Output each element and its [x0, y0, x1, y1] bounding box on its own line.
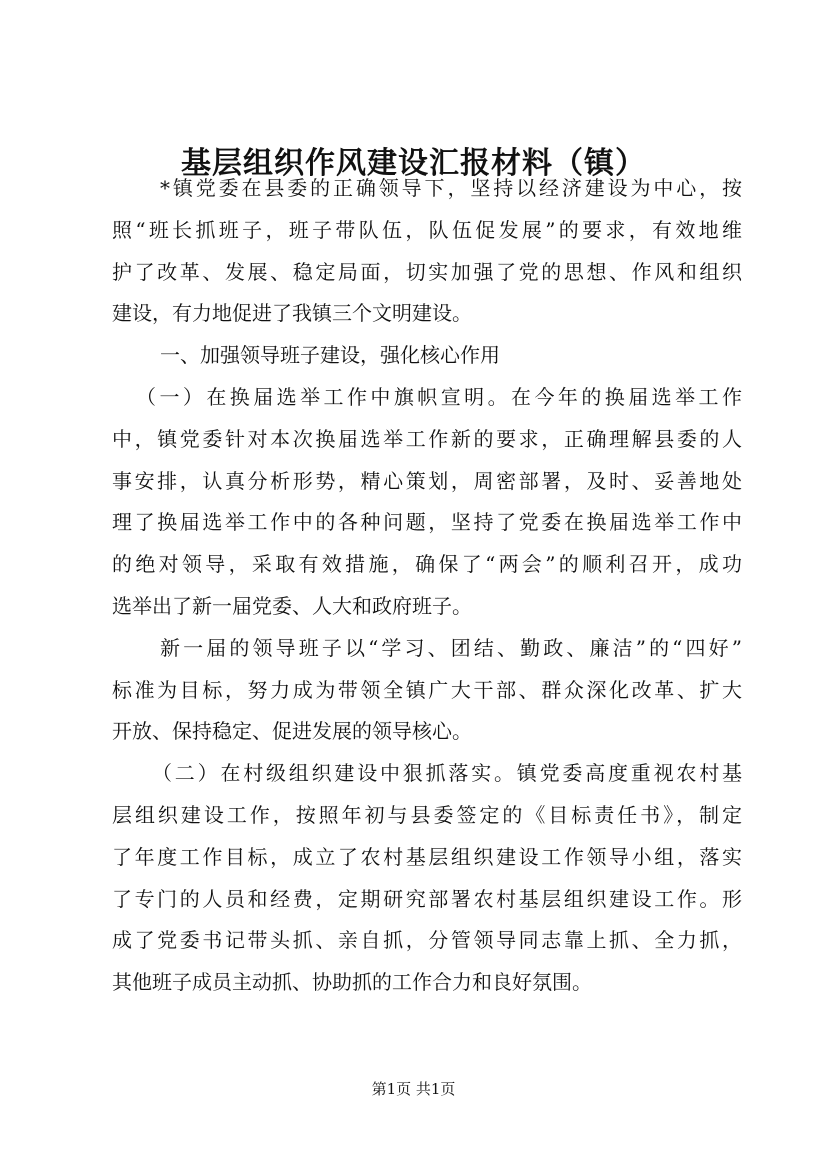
- text-line: 开放、保持稳定、促进发展的领导核心。: [112, 719, 472, 744]
- text-line: *镇党委在县委的正确领导下，坚持以经济建设为中心，按: [160, 176, 742, 200]
- text-line: 事安排，认真分析形势，精心策划，周密部署，及时、妥善地处: [112, 468, 742, 493]
- text-line: 成了党委书记带头抓、亲自抓，分管领导同志靠上抓、全力抓，: [112, 928, 742, 953]
- text-line: 了年度工作目标，成立了农村基层组织建设工作领导小组，落实: [112, 844, 742, 869]
- text-line: 标准为目标，努力成为带领全镇广大干部、群众深化改革、扩大: [112, 677, 742, 702]
- document-body: [112, 168, 742, 1004]
- text-line: 了专门的人员和经费，定期研究部署农村基层组织建设工作。形: [112, 886, 742, 911]
- text-line: 建设，有力地促进了我镇三个文明建设。: [112, 301, 472, 326]
- text-line: 中，镇党委针对本次换届选举工作新的要求，正确理解县委的人: [112, 426, 742, 451]
- text-line: 层组织建设工作，按照年初与县委签定的《目标责任书》，制定: [112, 802, 742, 827]
- text-line: 其他班子成员主动抓、协助抓的工作合力和良好氛围。: [112, 970, 592, 995]
- text-line: 新一届的领导班子以“学习、团结、勤政、廉洁”的“四好”: [160, 635, 742, 660]
- text-line: 照“班长抓班子，班子带队伍，队伍促发展”的要求，有效地维: [112, 217, 742, 242]
- page-footer: 第1页 共1页: [371, 1080, 456, 1098]
- text-line: （二）在村级组织建设中狠抓落实。镇党委高度重视农村基: [152, 761, 742, 786]
- text-line: 的绝对领导，采取有效措施，确保了“两会”的顺利召开，成功: [112, 552, 742, 577]
- text-line: 一、加强领导班子建设，强化核心作用: [160, 343, 500, 368]
- text-line: 理了换届选举工作中的各种问题，坚持了党委在换届选举工作中: [112, 510, 742, 535]
- text-line: 选举出了新一届党委、人大和政府班子。: [112, 593, 472, 618]
- text-line: 护了改革、发展、稳定局面，切实加强了党的思想、作风和组织: [112, 259, 742, 284]
- text-line: （一）在换届选举工作中旗帜宣明。在今年的换届选举工作: [136, 384, 742, 409]
- document-title: 基层组织作风建设汇报材料（镇）: [181, 146, 646, 181]
